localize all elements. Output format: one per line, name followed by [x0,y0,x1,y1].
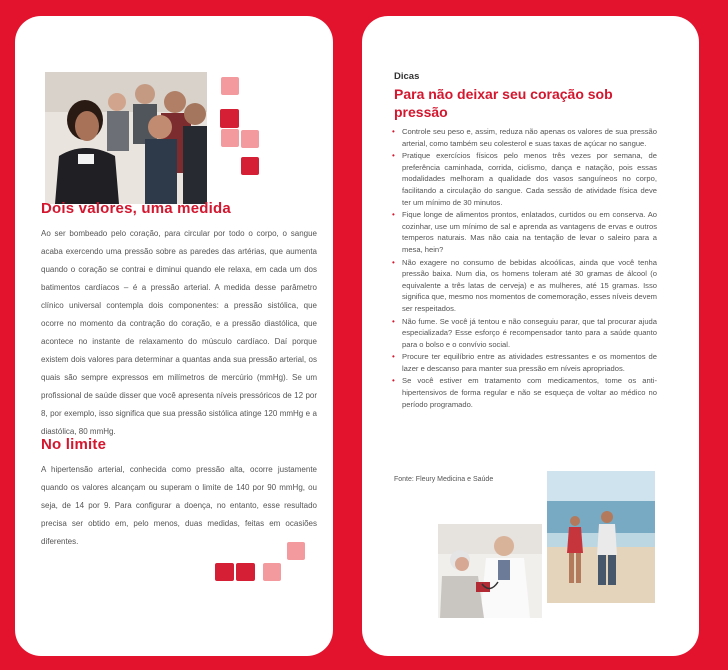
bullet-icon: • [392,316,395,326]
audience-photo [45,72,207,204]
decorative-square [221,77,239,95]
bullet-icon: • [392,352,395,362]
bullet-icon: • [392,257,395,267]
decorative-square [287,542,305,560]
decorative-square [241,130,259,148]
tip-item: • Não fume. Se você já tentou e não conseguiu parar, que tal procurar ajuda especializada? Esse esforço é recompensador tanto para a saúde quanto para o bolso e o convívio social. [392,316,657,349]
decorative-square [215,563,234,581]
tip-item: • Se você estiver em tratamento com medicamentos, tome os anti-hipertensivos de forma regular e não se esqueça de voltar ao médico no período programado. [392,376,657,409]
section-body-no-limite: A hipertensão arterial, conhecida como pressão alta, ocorre justamente quando os valores alcançam ou superam o limite de 140 por 90 mmHg, ou seja, de 14 por 9. Para configurar a doença, no entanto, esse resultado precisa ser obtido em, pelo menos, duas medidas, feitas em ocasiões diferentes. [41,465,317,546]
tips-list [392,126,657,411]
decorative-square [220,109,239,128]
doctor-patient-photo [438,524,542,618]
bullet-icon: • [392,127,395,136]
left-panel [15,16,333,656]
source-credit: Fonte: Fleury Medicina e Saúde [394,476,494,483]
tips-title: Para não deixar seu coração sob pressão [394,86,613,120]
decorative-square [263,563,281,581]
beach-walk-photo [547,471,655,603]
section-title-no-limite: No limite [41,436,107,453]
bullet-icon: • [392,376,395,386]
decorative-square [221,129,239,147]
bullet-icon: • [392,210,395,220]
tip-item: • Procure ter equilíbrio entre as atividades estressantes e os momentos de lazer e descanso para manter sua pressão em níveis apropriados. [392,352,657,373]
tips-label: Dicas [394,71,420,82]
right-panel [362,16,699,656]
bullet-icon: • [392,151,395,161]
tip-item: • Fique longe de alimentos prontos, enlatados, curtidos ou em conserva. Ao cozinhar, use um mínimo de sal e aprenda as vantagens de ervas e outros temperos naturais. Mas não caia na tentação de levar o saleiro para a mesa, hein? [392,210,657,254]
tip-item: • Controle seu peso e, assim, reduza não apenas os valores de sua pressão arterial, como também seu colesterol e suas taxas de açúcar no sangue. [392,127,657,148]
decorative-square [241,157,259,175]
decorative-square [236,563,255,581]
section-title-dois-valores: Dois valores, uma medida [41,200,231,217]
section-body-dois-valores: Ao ser bombeado pelo coração, para circular por todo o corpo, o sangue acaba exercendo uma pressão sobre as paredes das artérias, que aumenta quando o coração se contrai e diminui quando ele relaxa, em cada um dos batimentos cardíacos – é a pressão arterial. A medida desse parâmetro clínico universal contempla dois componentes: a pressão sistólica, que ocorre no momento da contração do coração, e a pressão diastólica, que acontece no instante de relaxamento do músculo cardíaco. Daí porque existem dois valores para determinar a quantas anda sua pressão arterial, os quais são sempre expressos em milímetros de mercúrio (mmHg). Se um profissional de saúde disser que você apresenta níveis pressóricos de 12 por 8, por exemplo, isso significa que sua pressão sistólica atinge 120 mmHg e a diastólica, 80 mmHg. [41,229,317,436]
tip-item: • Não exagere no consumo de bebidas alcoólicas, ainda que você tenha pressão baixa. Num dia, os homens toleram até 30 gramas de álcool (o equivalente a três latas de cerveja) e as mulheres, até 15 gramas. Isso significa que, mesmo nos momentos de comemoração, esses níveis devem ser respeitados. [392,257,657,313]
tip-item: • Pratique exercícios físicos pelo menos três vezes por semana, de preferência caminhada, corrida, ciclismo, dança e natação, pois essas modalidades melhoram a qualidade dos vasos sanguíneos no corpo, facilitando a circulação do sangue. Cada sessão de atividade física deve ter um mínimo de 30 minutos. [392,151,657,207]
